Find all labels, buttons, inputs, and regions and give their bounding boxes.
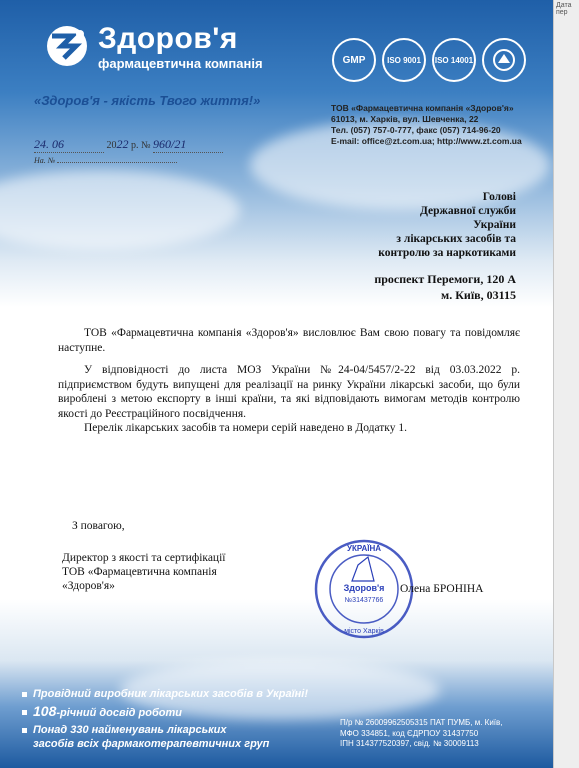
footer-years-number: 108 bbox=[33, 703, 57, 719]
bank-line: ІПН 314377520397, свід. № 30009113 bbox=[340, 739, 479, 748]
body-paragraph: Перелік лікарських засобів та номери серій наведено в Додатку 1. bbox=[84, 422, 407, 434]
addressee-line: Державної служби bbox=[419, 205, 516, 217]
bullet-icon bbox=[22, 692, 27, 697]
reg-year-prefix: 20 bbox=[106, 140, 117, 151]
addressee-address bbox=[374, 271, 516, 303]
registration-line bbox=[34, 137, 223, 153]
company-details bbox=[331, 103, 522, 147]
ref-label: На. № bbox=[34, 156, 56, 165]
signatory-name: Олена БРОНІНА bbox=[400, 583, 484, 595]
body-paragraph: ТОВ «Фармацевтична компанія «Здоров'я» висловлює Вам свою повагу та повідомляє наступне. bbox=[58, 327, 520, 354]
signatory-block bbox=[62, 551, 225, 593]
edge-text: Дата пер bbox=[556, 2, 572, 16]
cloud-decoration bbox=[0, 170, 240, 250]
letter-body bbox=[58, 326, 520, 436]
brand-slogan: «Здоров'я - якість Твого життя!» bbox=[34, 93, 261, 108]
stamp-emblem-icon bbox=[352, 557, 374, 581]
signatory-company: ТОВ «Фармацевтична компанія bbox=[62, 566, 217, 578]
addressee-line: Голові bbox=[482, 191, 516, 203]
signatory-company: «Здоров'я» bbox=[62, 580, 115, 592]
iso-14001-badge-icon: ISO 14001 bbox=[432, 38, 476, 82]
bullet-icon bbox=[22, 728, 27, 733]
company-name: ТОВ «Фармацевтична компанія «Здоров'я» bbox=[331, 103, 514, 113]
brand-subtitle: фармацевтична компанія bbox=[98, 56, 263, 71]
signatory-title: Директор з якості та сертифікації bbox=[62, 552, 226, 564]
footer-line-3a: Понад 330 найменувань лікарських bbox=[33, 724, 227, 736]
addressee-block bbox=[378, 190, 516, 260]
footer-line-1: Провідний виробник лікарських засобів в Україні! bbox=[33, 688, 308, 700]
stamp-top: УКРАЇНА bbox=[346, 544, 382, 553]
bank-details bbox=[340, 718, 503, 750]
reference-line bbox=[34, 156, 177, 165]
company-phone: Тел. (057) 757-0-777, факс (057) 714-96-20 bbox=[331, 125, 501, 135]
footer-highlights bbox=[22, 687, 308, 751]
reg-year: 22 bbox=[116, 137, 129, 151]
bullet-icon bbox=[22, 710, 27, 715]
reg-number: 960/21 bbox=[153, 137, 223, 153]
company-web: E-mail: office@zt.com.ua; http://www.zt.com.ua bbox=[331, 136, 522, 146]
company-address: 61013, м. Харків, вул. Шевченка, 22 bbox=[331, 114, 479, 124]
bank-line: П/р № 26009962505315 ПАТ ПУМБ, м. Київ, bbox=[340, 718, 503, 727]
page-edge bbox=[553, 0, 579, 768]
bank-line: МФО 334851, код ЄДРПОУ 31437750 bbox=[340, 728, 479, 738]
closing-phrase: З повагою, bbox=[72, 520, 125, 532]
reg-date: 24. 06 bbox=[34, 137, 104, 153]
brand-logo-icon bbox=[42, 24, 92, 68]
body-paragraph: У відповідності до листа МОЗ України №24-04/5457/2-22 від 03.03.2022 р. підприємством будуть випущені для реалізації на ринку України лікарські засоби, що були вироблені з метою експорту в інші країни, та які відповідають вимогам методів контролю якості до Реєстраційного посвідчення. bbox=[58, 364, 520, 420]
gmp-badge-icon: GMP bbox=[332, 38, 376, 82]
reg-number-label: р. № bbox=[131, 140, 151, 151]
footer-years-text: -річний досвід роботи bbox=[56, 707, 183, 719]
addressee-line: з лікарських засобів та bbox=[396, 233, 516, 245]
address-street: проспект Перемоги, 120 А bbox=[374, 272, 516, 286]
ref-blank bbox=[57, 162, 177, 163]
iso-9001-badge-icon: ISO 9001 bbox=[382, 38, 426, 82]
footer-line-3b: засобів всіх фармакотерапевтичних груп bbox=[33, 738, 270, 750]
emblem-badge-icon bbox=[482, 38, 526, 82]
address-city: м. Київ, 03115 bbox=[441, 288, 516, 302]
addressee-line: України bbox=[473, 219, 516, 231]
stamp-code: №31437766 bbox=[344, 597, 384, 604]
brand-name: Здоров'я bbox=[98, 22, 238, 55]
stamp-bottom: місто Харків bbox=[344, 628, 384, 635]
stamp-center: Здоров'я bbox=[343, 583, 385, 593]
addressee-line: контролю за наркотиками bbox=[378, 247, 516, 259]
